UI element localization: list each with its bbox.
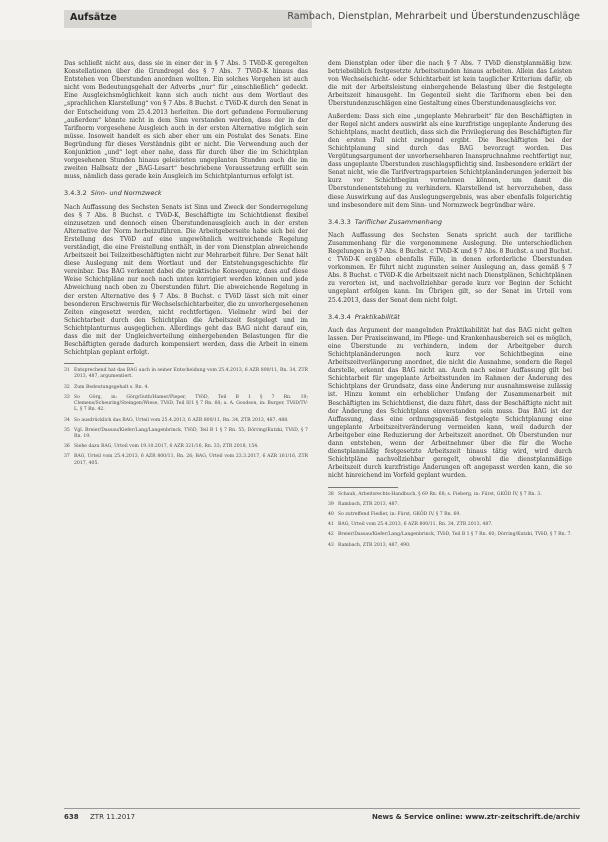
footnote: [64, 428, 308, 440]
section-badge: [64, 10, 312, 28]
heading-number: 3.4.3.4: [328, 312, 351, 321]
magazine-issue: ZTR 11.2017: [90, 813, 136, 821]
footnote: [64, 395, 308, 414]
footnote-divider: [64, 363, 134, 364]
footnote: [328, 492, 572, 498]
footnote-number: 40: [328, 511, 334, 517]
page-number: 638: [64, 813, 79, 821]
paragraph: Außerdem: Dass sich eine „ungeplante Mehrarbeit“ für den Beschäftigten in der Regel nicht anders auswirkt als eine kurzfristige ungeplante Änderung des Schichtplans, macht deutlich, dass sich die Privilegierung des Beschäftigten für den ersten Fall nicht zwingend ergibt. Die Beschäftigten bei der Schichtplanung sind durch das BAG bevorzugt worden. Das Vergütungsargument der unvorhersehbaren Inanspruchnahme rechtfertigt nur, dass ungeplante Überstunden zuschlagspflichtig sind. Insbesondere erklärt der Senat nicht, wie die Tarifvertragsparteien Schichtplanänderungen jederzeit bis kurz vor Schichtbeginn vornehmen können, um damit die Überstundenentstehung zu verhindern. Klarstellend ist hervorzuheben, dass diese Auswirkung auf das Auslegungsergebnis, was aber ebenfalls folgerichtig und insbesondere mit dem Sinn- und Normzweck begründbar wäre.: [328, 112, 572, 209]
footnotes-right: [328, 492, 572, 549]
footnote-text: Schaub, Arbeitsrechts-Handbuch, § 69 Rn. 68; s. Fieberg, in: Fürst, GKÖD IV, § 7 Rn. 3.: [338, 491, 542, 497]
section-label: Aufsätze: [70, 12, 117, 23]
section-heading: [64, 189, 308, 197]
footnote-number: 37: [64, 454, 70, 460]
footnote-divider: [328, 487, 398, 488]
right-column: [328, 60, 572, 553]
footnote-number: 42: [328, 532, 334, 538]
paragraph: Nach Auffassung des Sechsten Senats spricht auch der tarifliche Zusammenhang für die vorgenommene Auslegung. Die unterschiedlichen Regelungen in § 7 Abs. 8 Buchst. c TVöD-K und § 7 Abs. 8 Buchst. a und Buchst. c TVöD-K ergäben ebenfalls Fälle, in denen erforderliche Überstunden vorkommen. Er führt nicht zugunsten seiner Auslegung an, dass gemäß § 7 Abs. 8 Buchst. c TVöD-K die Arbeitszeit nicht nach Dienstplänen, Schichtplänen zu verorten ist, und nachvollziehbar gerade kurz vor Beginn der Schicht ungeplant erfolgen kann. Im Übrigen gilt, so der Senat im Urteil vom 25.4.2013, dass der Senat dem nicht folgt.: [328, 231, 572, 304]
footnote-text: Siehe dazu BAG, Urteil vom 19.10.2017, 6 AZR 321/16, Rn. 33; ZTR 2018, 154.: [74, 444, 259, 450]
heading-number: 3.4.3.2: [64, 189, 87, 198]
heading-title: Praktikabilität: [354, 312, 400, 321]
footnote: [64, 385, 308, 391]
footnote-text: Rambach, ZTR 2013, 487, 490.: [338, 542, 411, 548]
footnote: [64, 454, 308, 466]
footnote: [328, 532, 572, 538]
heading-title: Tariflicher Zusammenhang: [354, 217, 443, 226]
footnote-text: Breier/Dassau/Kiefer/Lang/Langenbrinck, TVöD, Teil B 1 § 7 Rn. 60; Dörring/Kutzki, TVöD, § 7 Rn. 7.: [338, 532, 572, 538]
footnote-number: 34: [64, 417, 70, 423]
footnote-number: 39: [328, 501, 334, 507]
footnote: [328, 543, 572, 549]
footnote: [328, 502, 572, 508]
footnote: [64, 368, 308, 380]
footnote-text: Rambach, ZTR 2013, 487.: [338, 501, 399, 507]
footnote-text: Zum Bedeutungsgehalt s. Rn. 4.: [74, 384, 149, 390]
news-service-link[interactable]: News & Service online: www.ztr-zeitschrift.de/archiv: [371, 813, 580, 821]
footnote-number: 32: [64, 384, 70, 390]
left-column: [64, 60, 308, 471]
paragraph: Das schließt nicht aus, dass sie in einer der in § 7 Abs. 5 TVöD-K geregelten Konstellationen über die Grundregel des § 7 Abs. 7 TVöD-K hinaus das Entstehen von Überstunden anordnen wollten. Ein solches Vorgehen ist auch nicht vom Bedeutungsgehalt der Adverbs „nur“ für „einschließlich“ gedeckt. Eine Ausgleichsmöglichkeit kann sich auch nicht aus dem Wortlaut des „sprachlichen Klarstellung“ von § 7 Abs. 8 Buchst. c TVöD-K durch den Senat in der Entscheidung vom 25.4.2013 herleiten. Die dort gefundene Formulierung „außerdem“ könnte nicht in dem Sinn verstanden werden, dass der in der Tarifnorm vorgesehene Ausgleich auch in der ersten Alternative möglich sein müsse. Insoweit handelt es sich aber eher um ein Postulat des Senats. Eine Begründung für dieses Verständnis gibt er nicht. Die Verwendung auch der Konjunktion „und“ legt eher nahe, dass für durch über die im Schichtplan vorgesehenen Stunden hinaus geleisteten ungeplanten Stunden auch die im zweiten Halbsatz der „BAG-Lesart“ beschriebene Voraussetzung erfüllt sein muss, nämlich dass gerade kein Ausgleich im Schichtplanturnus erfolgt ist.: [64, 60, 308, 181]
section-heading: [328, 218, 572, 226]
footnote-number: 31: [64, 368, 70, 374]
paragraph: dem Dienstplan oder über die nach § 7 Abs. 7 TVöD dienstplanmäßig bzw. betriebsüblich festgesetzte Arbeitsstunden hinaus arbeiten. Allein das Leisten von Wechselschicht- oder Schichtarbeit ist kein tauglicher Kriterium dafür, ob die mit der Arbeitsleistung einhergehende Belastung über die festgelegte Arbeitszeit hinausgeht. Im Gegenteil sieht die Tarifnorm eben bei den Überstundenzuschlägen eine Gestaltung eines Überstundenausgleichs vor.: [328, 60, 572, 108]
footnote: [64, 418, 308, 424]
footnote-number: 43: [328, 542, 334, 548]
footnote-text: So ausdrücklich das BAG, Urteil vom 25.4.2013, 6 AZR 800/11, Rn. 34, ZTR 2013, 487, 488.: [74, 417, 289, 423]
heading-number: 3.4.3.3: [328, 217, 351, 226]
footnote-number: 38: [328, 491, 334, 497]
footnote-number: 41: [328, 522, 334, 528]
section-heading: [328, 313, 572, 321]
footnotes-left: [64, 368, 308, 466]
page-footer: [64, 808, 580, 823]
paragraph: Nach Auffassung des Sechsten Senats ist Sinn und Zweck der Sonderregelung des § 7 Abs. 8 Buchst. c TVöD-K, Beschäftigte im Schichtdienst flexibel einzusetzen und dennoch einen Überstundenausgleich auch in der ersten Alternative der Norm herbeizuführen. Die Arbeitgeberseite habe sich bei der Erstellung des TVöD auf eine ungewöhnlich weitreichende Regelung verständigt, die eine Freistellung enthält, in der vom Dienstplan abweichende Arbeitszeit bei Teilzeitbeschäftigten nicht zur Mehrarbeit führe. Der Senat hält diese Auslegung mit dem Wortlaut und der Entstehungsgeschichte für vereinbar. Das BAG verkennt dabei die praktische Konsequenz, dass auf diese Weise Schichtpläne nur noch nach unten korrigiert werden können und jede Abweichung nach oben zu Überstunden führt. Die abweichende Regelung in der ersten Alternative des § 7 Abs. 8 Buchst. c TVöD lässt sich mit einer besonderen Erschwernis für Wechselschichtarbeiter, die zu unvorhergesehenen Zeiten eingesetzt werden, nicht rechtfertigen. Vielmehr wird bei der Schichtarbeit durch den Schichtplan die Arbeitszeit festgelegt und im Schichtplanturnus ausgeglichen. Allerdings geht das BAG nicht darauf ein, dass die mit der Ungleichverteilung einhergehenden Belastungen für die Beschäftigten gerade dadurch kompensiert werden, dass die Arbeit in einem Schichtplan geplant erfolgt.: [64, 203, 308, 357]
footnote-number: 36: [64, 444, 70, 450]
footnote-text: Entsprechend hat das BAG auch in seiner Entscheidung vom 25.4.2013, 6 AZR 800/11, Rn. 34, ZTR 2013, 487, argumentiert.: [74, 368, 308, 380]
page-header: [0, 0, 608, 40]
running-head: Rambach, Dienstplan, Mehrarbeit und Überstundenzuschläge: [287, 11, 580, 22]
footnote: [328, 512, 572, 518]
footnote-text: So Görg, in: Görg/Guth/Hamer/Pieper, TVöD, Teil B 1 § 7 Rn. 19; Clemens/Scheuring/Steingen/Wiese, TVöD, Teil II/1 § 7 Rn. 68; a. A. Goodson, in: Burger, TVöD/TV-L, § 7 Rn. 42.: [74, 394, 308, 413]
footnote-text: BAG, Urteil vom 25.4.2013, 6 AZR 800/11, Rn. 26; BAG, Urteil vom 23.3.2017, 6 AZR 161/16, ZTR 2017, 405.: [74, 454, 308, 466]
footnote-number: 35: [64, 427, 70, 433]
footnote-text: BAG, Urteil vom 25.4.2013, 6 AZR 800/11, Rn. 34, ZTR 2013, 487.: [338, 522, 493, 528]
footnote-text: Vgl. Breier/Dassau/Kiefer/Lang/Langenbrinck, TVöD, Teil B 1 § 7 Rn. 55; Dörring/Kutzki, TVöD, § 7 Rn. 19.: [74, 427, 308, 439]
heading-title: Sinn- und Normzweck: [90, 189, 162, 198]
footnote-text: So zutreffend Fiedler, in: Fürst, GKÖD IV, § 7 Rn. 69.: [338, 511, 461, 517]
footnote: [328, 522, 572, 528]
paragraph: Auch das Argument der mangelnden Praktikabilität hat das BAG nicht gelten lassen. Der Praxiseinwand, im Pflege- und Krankenhausbereich sei es möglich, eine Überstunde zu verhindern, indem der Arbeitgeber durch Schichtplanänderungen noch kurz vor Schichtbeginn eine Arbeitszeitverlängerung anordnet, die nicht die Ausnahme, sondern die Regel darstelle, erkennt das BAG nicht an. Auch nach seiner Auffassung gilt bei Schichtarbeit für ungeplante Arbeitsstunden im Rahmen der Änderung des Schichtplans der Grundsatz, dass eine Änderung nur ausnahmsweise zulässig ist. Hinzu kommt ein erheblicher Umfang der Zusammenarbeit mit Beschäftigten im Schichtdienst, die dazu führt, dass der Beschäftigte nicht mit der Änderung des Schichtplans einverstanden sein muss. Das BAG ist der Auffassung, dass eine ordnungsgemäß festgelegte Schichtplanung eine ungeplante Arbeitszeitveränderung vermeiden kann, weil dadurch der Arbeitgeber eine Reduzierung der Arbeitszeit anordnet. Ob Überstunden nur dann entstehen, wenn der Arbeitnehmer über die für die Woche dienstplanmäßig festgesetzte Arbeitszeit hinaus tätig wird, wird durch Schichtpläne nachvollziehbar geregelt, obwohl die dienstplanmäßige Arbeitszeit durch kurzfristige Änderungen oft angepasst werden kann, die so nicht hinreichend im Vorfeld geplant wurden.: [328, 326, 572, 480]
footnote: [64, 444, 308, 450]
footnote-number: 33: [64, 394, 70, 400]
